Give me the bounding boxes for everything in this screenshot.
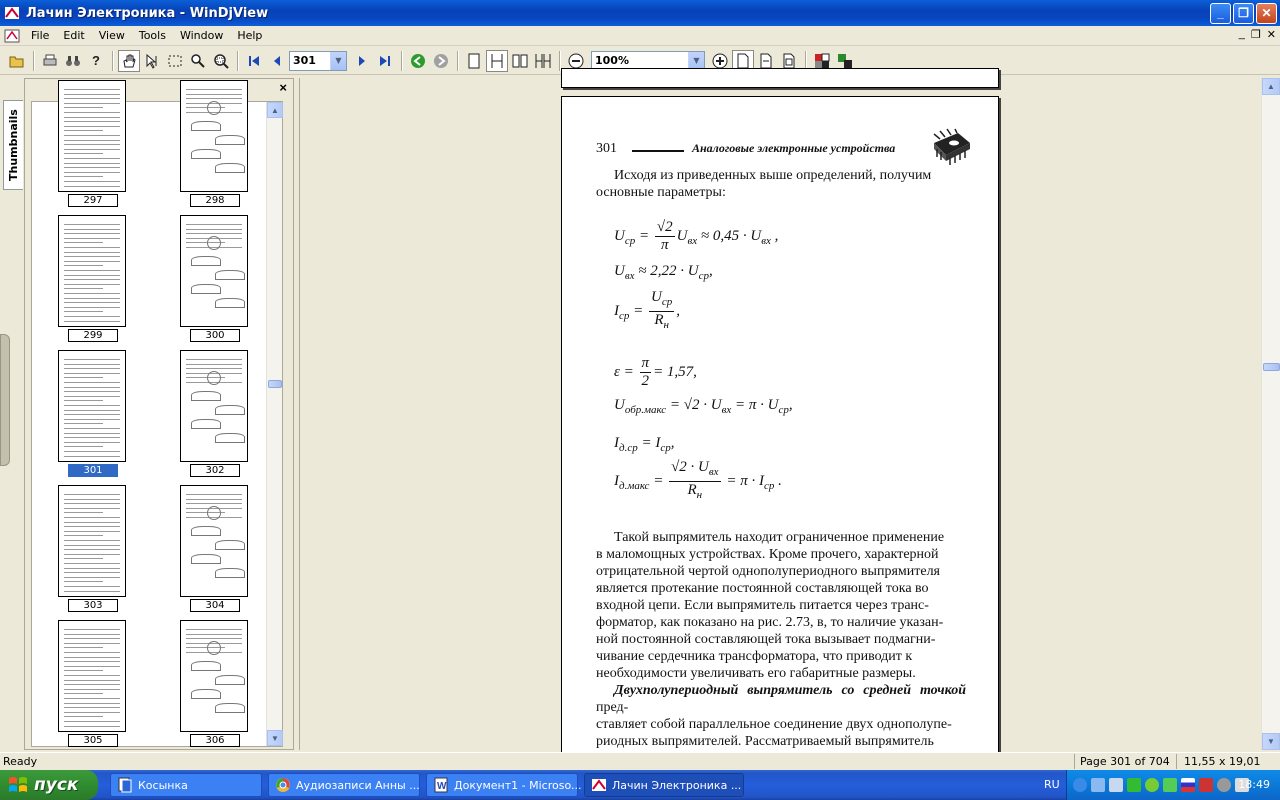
thumbnails-scrollbar[interactable] (266, 102, 282, 746)
menu-file[interactable]: File (31, 29, 50, 42)
close-button[interactable]: ✕ (1256, 3, 1277, 24)
thumbnail-page[interactable] (58, 80, 128, 207)
select-text-button[interactable] (141, 50, 163, 72)
scroll-down-arrow-icon[interactable]: ▼ (267, 730, 283, 746)
thumbnails-panel (24, 78, 294, 750)
scrollbar-thumb[interactable] (268, 380, 282, 388)
thumbnail-label: 297 (68, 194, 118, 207)
thumbnail-image[interactable] (58, 80, 126, 192)
cards-icon (117, 777, 133, 793)
minimize-button[interactable]: _ (1210, 3, 1231, 24)
formula-u-sr: $U_{ср}$ = $\frac{√2}{\pi}$ $U_{вх} \approx 0,45 \cdot U_{вх}$ , (614, 219, 779, 253)
single-page-button[interactable] (463, 50, 485, 72)
thumbnail-page[interactable] (58, 350, 128, 477)
start-button[interactable] (0, 770, 98, 800)
maximize-button[interactable]: ❐ (1233, 3, 1254, 24)
zoom-tool-button[interactable] (187, 50, 209, 72)
thumbnail-label: 298 (190, 194, 240, 207)
paragraph-line: Такой выпрямитель находит ограниченное применение (614, 530, 945, 545)
thumbnail-label: 305 (68, 734, 118, 747)
taskbar-item-windjview[interactable]: Лачин Электроника ... (584, 773, 744, 797)
page-number-value: 301 (293, 54, 316, 67)
scroll-down-arrow-icon[interactable]: ▼ (1262, 733, 1280, 750)
paragraph-line: является протекание постоянной составляющей тока во (596, 581, 929, 596)
start-label: пуск (34, 775, 79, 795)
chevron-left-icon[interactable] (1073, 778, 1087, 792)
paragraph-line: ставляет собой параллельное соединение двух однополупе- (596, 717, 952, 732)
windows-logo-icon (8, 775, 28, 795)
thumbnail-label: 306 (190, 734, 240, 747)
thumbnail-label: 299 (68, 329, 118, 342)
section-title: Аналоговые электронные устройства (692, 141, 896, 155)
thumbnail-image[interactable] (180, 620, 248, 732)
intro-paragraph (596, 167, 966, 201)
single-page-icon (467, 53, 481, 69)
thumbnail-page[interactable] (58, 620, 128, 747)
document-page (561, 96, 999, 796)
document-icon[interactable] (4, 29, 20, 43)
folder-open-icon (9, 54, 25, 68)
paragraph-line: отрицательной чертой однополупериодного выпрямителя (596, 564, 940, 579)
taskbar-item-solitaire[interactable]: Косынка (110, 773, 262, 797)
next-page-button[interactable] (351, 50, 373, 72)
header-rule (632, 150, 684, 152)
select-region-button[interactable] (164, 50, 186, 72)
word-document-icon (433, 777, 449, 793)
thumbnail-page[interactable] (180, 620, 250, 747)
formula-i-d-maks: $I_{д.макс}$ = $\frac{√2 \cdot U_{вх}}{R_н}$ = $\pi \cdot I_{ср}$ . (614, 459, 782, 501)
thumbnail-image[interactable] (58, 350, 126, 462)
menu-edit[interactable]: Edit (63, 29, 85, 42)
facing-pages-button[interactable] (509, 50, 531, 72)
chevron-down-icon[interactable]: ▼ (330, 52, 346, 70)
facing-pages-icon (512, 53, 528, 69)
fit-width-icon (759, 53, 773, 69)
thumbnail-page[interactable] (180, 215, 250, 342)
thumbnail-image[interactable] (180, 215, 248, 327)
continuous-button[interactable] (486, 50, 508, 72)
menu-window[interactable]: Window (179, 29, 224, 42)
antivirus-icon[interactable] (1199, 778, 1213, 792)
first-page-button[interactable] (243, 50, 265, 72)
tab-thumbnails[interactable] (3, 100, 23, 190)
continuous-pages-icon (490, 53, 504, 69)
thumbnail-page[interactable] (180, 485, 250, 612)
menu-view[interactable]: View (98, 29, 125, 42)
tab-thumbnails-label: Thumbnails (7, 109, 20, 181)
page-number-heading: 301 (596, 141, 617, 156)
scroll-up-arrow-icon[interactable]: ▲ (267, 102, 283, 118)
zoom-rect-icon (213, 53, 229, 69)
thumbnail-image[interactable] (58, 485, 126, 597)
help-button[interactable] (85, 50, 107, 72)
page-header (596, 137, 968, 167)
status-ready: Ready (3, 755, 38, 768)
chrome-icon (275, 777, 291, 793)
thumbnail-image[interactable] (58, 620, 126, 732)
thumbnail-label: 300 (190, 329, 240, 342)
paragraph-line: входной цепи. Если выпрямитель питается через транс- (596, 598, 929, 613)
mdi-close-button[interactable]: ✕ (1266, 29, 1276, 41)
language-indicator[interactable]: RU (1044, 778, 1060, 791)
volume-icon[interactable] (1109, 778, 1123, 792)
forward-button[interactable] (430, 50, 452, 72)
thumbnail-image[interactable] (58, 215, 126, 327)
thumbnail-label: 304 (190, 599, 240, 612)
previous-page-edge (561, 68, 999, 88)
scrollbar-thumb[interactable] (1263, 363, 1280, 371)
network-icon[interactable] (1091, 778, 1105, 792)
menu-help[interactable]: Help (237, 29, 263, 42)
thumbnail-image[interactable] (180, 80, 248, 192)
chevron-down-icon[interactable]: ▼ (688, 52, 704, 70)
fit-page-icon (782, 53, 796, 69)
last-page-icon (378, 54, 392, 68)
intro-line-1: Исходя из приведенных выше определений, получим (614, 168, 932, 183)
paragraph-line: ной постоянной составляющей тока вызывает подмагни- (596, 632, 936, 647)
next-page-icon (355, 54, 369, 68)
back-button[interactable] (407, 50, 429, 72)
paragraph-line: в маломощных устройствах. Кроме прочего, характерной (596, 547, 939, 562)
open-button[interactable] (6, 50, 28, 72)
bold-term: Двухполупериодный выпрямитель со средней точкой (614, 683, 966, 698)
zoom-rect-button[interactable] (210, 50, 232, 72)
signal-bars-icon[interactable] (1127, 778, 1141, 792)
sidebar-collapse-handle[interactable] (0, 334, 10, 466)
last-page-button[interactable] (374, 50, 396, 72)
shield-check-icon[interactable] (1163, 778, 1177, 792)
close-icon[interactable]: × (279, 80, 287, 95)
thumbnail-page[interactable] (58, 215, 128, 342)
mdi-restore-button[interactable]: ❐ (1250, 29, 1261, 41)
thumbnail-label: 303 (68, 599, 118, 612)
clock: 18:49 (1238, 778, 1270, 791)
continuous-facing-button[interactable] (532, 50, 554, 72)
question-mark-icon: ? (92, 53, 100, 68)
print-button[interactable] (39, 50, 61, 72)
text-cursor-arrow-icon (144, 53, 160, 69)
windjview-app-icon (4, 5, 20, 21)
thumbnail-image[interactable] (180, 350, 248, 462)
document-view[interactable] (299, 78, 1261, 750)
paragraph-line: риодных выпрямителей. Рассматриваемый выпрямитель (596, 734, 934, 749)
hand-icon (121, 53, 137, 69)
zoom-value: 100% (595, 54, 629, 67)
status-page-size: 11,55 x 19,01 (1184, 755, 1261, 768)
thumbnail-label: 302 (190, 464, 240, 477)
hand-tool-button[interactable] (118, 50, 140, 72)
formula-i-sr: $I_{ср}$ = $\frac{U_{ср}}{R_н}$ , (614, 289, 680, 331)
thumbnails-list[interactable] (31, 101, 283, 747)
region-select-icon (167, 54, 183, 68)
zoom-in-icon (712, 53, 728, 69)
page-actual-size-icon (736, 53, 750, 69)
windjview-app-icon (591, 777, 607, 793)
page-number-select[interactable] (289, 51, 347, 71)
layers-icon (837, 53, 853, 69)
status-bar (0, 752, 1280, 770)
paragraph-2: Двухполупериодный выпрямитель со средней точкой пред- ставляет собой параллельное соединение двух однополупе- риодных выпрямителей. Рассматриваемый выпрямитель (596, 682, 966, 767)
previous-page-icon (270, 54, 284, 68)
thumbnail-page[interactable] (58, 485, 128, 612)
paragraph-line: форматор, как показано на рис. 2.73, в, то наличие указан- (596, 615, 944, 630)
back-arrow-icon (410, 53, 426, 69)
taskbar-item-browser[interactable]: Аудиозаписи Анны ... (268, 773, 420, 797)
formula-u-obr-maks: $U_{обр.макс} = √2 \cdot U_{вх} = \pi \cdot U_{ср}$, (614, 397, 793, 416)
mdi-minimize-button[interactable]: _ (1238, 28, 1245, 40)
forward-arrow-icon (433, 53, 449, 69)
color-mode-icon (814, 53, 830, 69)
document-scrollbar[interactable] (1261, 78, 1280, 750)
taskbar-item-word[interactable]: W Документ1 - Microso... (426, 773, 578, 797)
formula-epsilon: ε = $\frac{\pi}{2}$ = 1,57, (614, 355, 697, 389)
intro-line-2: основные параметры: (596, 185, 726, 200)
first-page-icon (247, 54, 261, 68)
continuous-facing-icon (535, 53, 551, 69)
paragraph-1 (596, 529, 966, 682)
window-title: Лачин Электроника - WinDjView (26, 5, 269, 21)
printer-icon (42, 54, 58, 68)
paragraph-line: чивание сердечника трансформатора, что приводит к (596, 649, 913, 664)
thumbnail-page[interactable] (180, 350, 250, 477)
thumbnail-image[interactable] (180, 485, 248, 597)
system-tray (1066, 770, 1280, 800)
flower-icon[interactable] (1145, 778, 1159, 792)
taskbar (0, 770, 1280, 800)
magnifier-icon (190, 53, 206, 69)
svg-text:W: W (437, 781, 447, 792)
previous-page-button[interactable] (266, 50, 288, 72)
formula-i-d-sr: $I_{д.ср} = I_{ср}$, (614, 435, 675, 454)
chip-illustration-icon (928, 129, 972, 167)
thumbnail-label: 301 (68, 464, 118, 477)
title-bar (0, 0, 1280, 26)
scroll-up-arrow-icon[interactable]: ▲ (1262, 78, 1280, 95)
formula-u-vh: $U_{вх} \approx 2,22 \cdot U_{ср}$, (614, 263, 713, 282)
thumbnail-page[interactable] (180, 80, 250, 207)
flag-russia-icon[interactable] (1181, 778, 1195, 792)
status-page-info: Page 301 of 704 (1080, 755, 1170, 768)
paragraph-line: необходимости увеличивать его габаритные размеры. (596, 666, 916, 681)
menu-tools[interactable]: Tools (138, 29, 166, 42)
binoculars-icon (65, 54, 81, 68)
find-button[interactable] (62, 50, 84, 72)
gear-icon[interactable] (1217, 778, 1231, 792)
zoom-out-icon (568, 53, 584, 69)
menu-bar (0, 26, 1280, 46)
